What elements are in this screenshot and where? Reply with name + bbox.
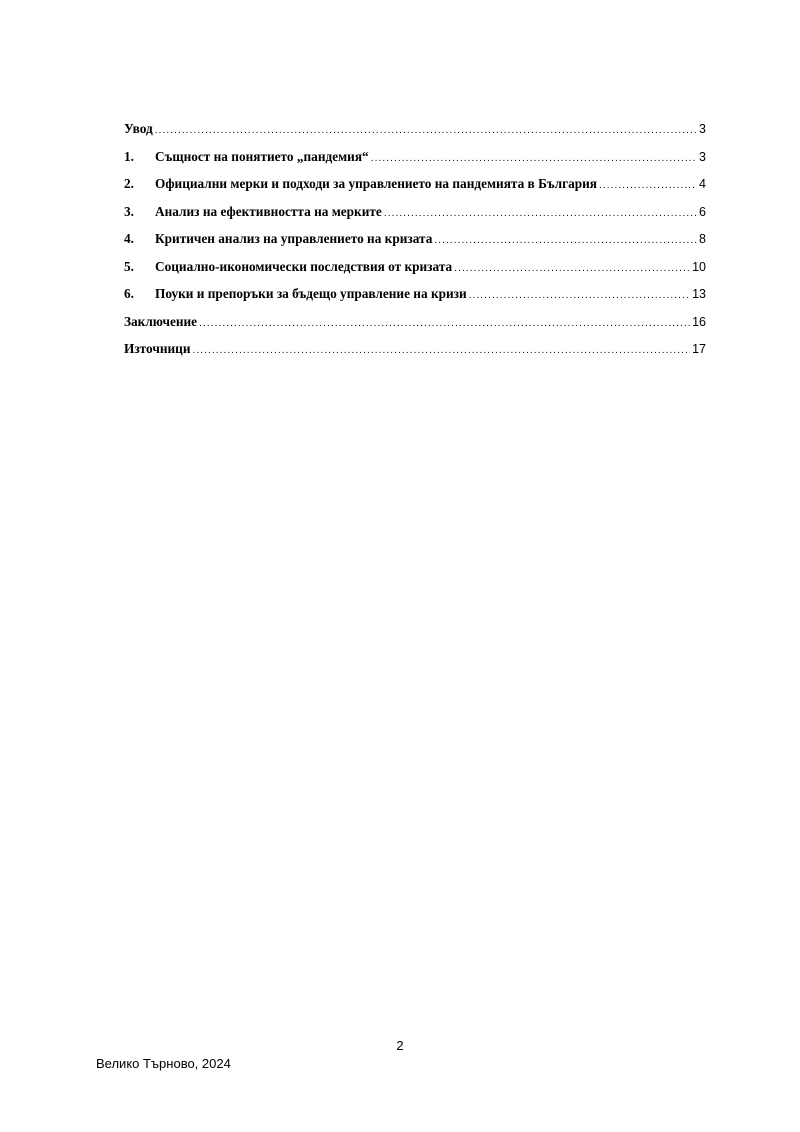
toc-entry-number: 3. bbox=[124, 203, 134, 219]
toc-dot-leader bbox=[434, 235, 697, 246]
toc-dot-leader bbox=[193, 345, 691, 356]
toc-dot-leader bbox=[155, 125, 697, 136]
toc-entry-4[interactable] bbox=[124, 231, 706, 259]
toc-entry-1[interactable] bbox=[124, 149, 706, 177]
toc-entry-title: Източници bbox=[124, 341, 191, 356]
toc-entry-title: Анализ на ефективността на мерките bbox=[155, 203, 382, 219]
toc-dot-leader bbox=[454, 263, 690, 274]
toc-dot-leader bbox=[371, 153, 697, 164]
toc-entry-page: 16 bbox=[692, 314, 706, 329]
toc-dot-leader bbox=[599, 180, 697, 191]
toc-entry-2[interactable] bbox=[124, 176, 706, 204]
toc-entry-title: Увод bbox=[124, 121, 153, 136]
toc-dot-leader bbox=[469, 290, 690, 301]
toc-entry-conclusion[interactable] bbox=[124, 314, 706, 342]
toc-entry-page: 13 bbox=[692, 287, 706, 301]
toc-entry-title: Социално-икономически последствия от кризата bbox=[155, 258, 453, 274]
toc-entry-page: 8 bbox=[699, 232, 706, 246]
footer-place-year: Велико Търново, 2024 bbox=[96, 1056, 231, 1071]
toc-entry-page: 6 bbox=[699, 204, 706, 219]
toc-entry-number: 2. bbox=[124, 176, 134, 191]
table-of-contents bbox=[124, 121, 706, 369]
toc-entry-title: Поуки и препоръки за бъдещо управление на кризи bbox=[155, 286, 467, 301]
toc-entry-page: 3 bbox=[699, 122, 706, 136]
toc-entry-title: Същност на понятието „пандемия“ bbox=[155, 148, 369, 164]
toc-entry-number: 5. bbox=[124, 258, 134, 274]
toc-dot-leader bbox=[384, 208, 697, 219]
toc-entry-page: 4 bbox=[699, 177, 706, 191]
toc-entry-page: 17 bbox=[692, 342, 706, 356]
toc-entry-number: 4. bbox=[124, 231, 134, 246]
toc-entry-title: Критичен анализ на управлението на кризата bbox=[155, 231, 433, 246]
toc-entry-page: 3 bbox=[699, 149, 706, 164]
toc-entry-3[interactable] bbox=[124, 204, 706, 232]
toc-entry-5[interactable] bbox=[124, 259, 706, 287]
toc-entry-title: Заключение bbox=[124, 313, 198, 329]
page-number: 2 bbox=[396, 1038, 404, 1053]
toc-dot-leader bbox=[199, 318, 690, 329]
toc-entry-number: 6. bbox=[124, 286, 134, 301]
toc-entry-title: Официални мерки и подходи за управлението на пандемията в България bbox=[155, 176, 598, 191]
toc-entry-number: 1. bbox=[124, 148, 134, 164]
toc-entry-page: 10 bbox=[692, 259, 706, 274]
toc-entry-6[interactable] bbox=[124, 286, 706, 314]
toc-entry-intro[interactable] bbox=[124, 121, 706, 149]
toc-entry-sources[interactable] bbox=[124, 341, 706, 369]
